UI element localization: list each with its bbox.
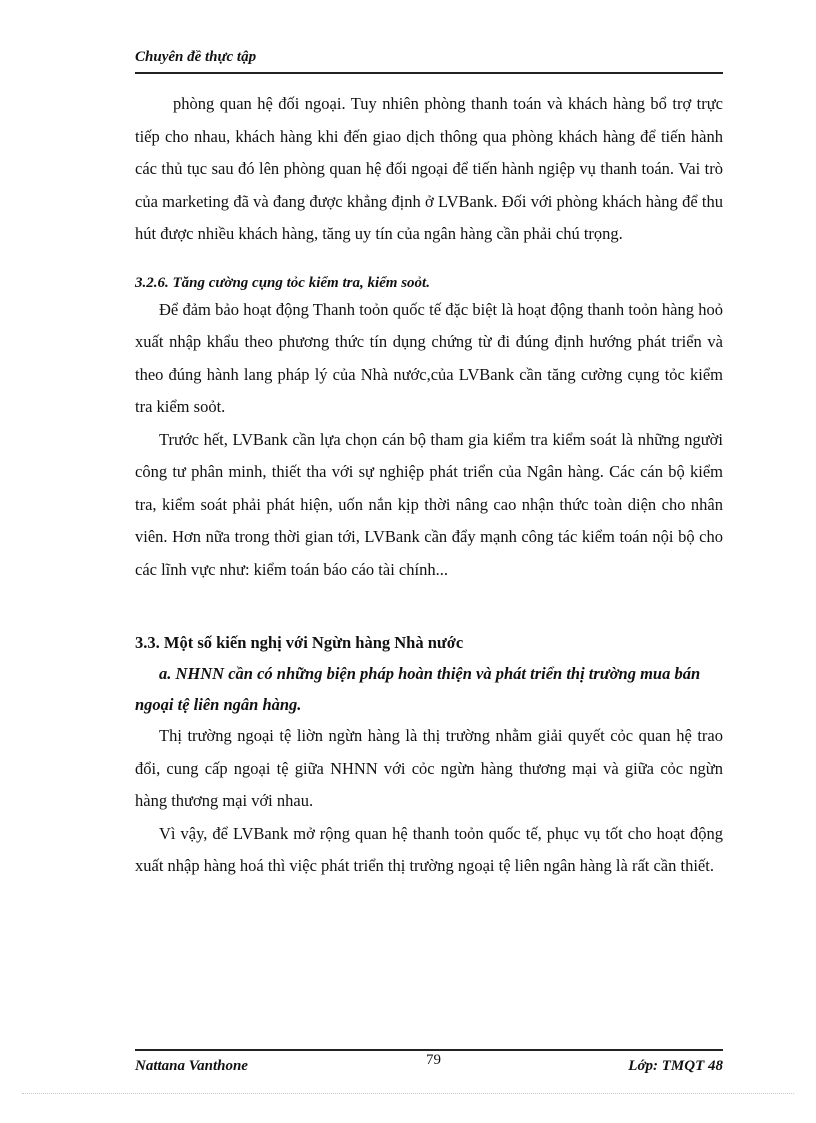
page-footer <box>135 1049 723 1081</box>
paragraph-2: Để đảm bảo hoạt động Thanh toỏn quốc tế đặc biệt là hoạt động thanh toỏn hàng hoỏ xuất nhập khẩu theo phương thức tín dụng chứng từ đi đúng định hướng phát triển và theo đúng hành lang pháp lý của Nhà nước,của LVBank cần tăng cường cụng tỏc kiểm tra kiểm soỏt. <box>135 299 723 416</box>
paragraph-3: Trước hết, LVBank cần lựa chọn cán bộ tham gia kiểm tra kiểm soát là những người công tư phân minh, thiết tha với sự nghiệp phát triển của Ngân hàng. Các cán bộ kiểm tra, kiểm soát phải phát hiện, uốn nắn kịp thời nâng cao nhận thức toàn diện cho nhân viên. Hơn nữa trong thời gian tới, LVBank cần đẩy mạnh công tác kiểm toán nội bộ cho các lĩnh vực như: kiểm toán báo cáo tài chính... <box>135 429 723 579</box>
paragraph-4: Thị trường ngoại tệ liờn ngừn hàng là thị trường nhằm giải quyết cỏc quan hệ trao đổi, cung cấp ngoại tệ giữa NHNN với cỏc ngừn hàng thương mại và giữa cỏc ngừn hàng thương mại với nhau. <box>135 726 723 810</box>
page-header <box>135 48 723 74</box>
section-3-2-6-heading: 3.2.6. Tăng cường cụng tỏc kiểm tra, kiểm soỏt. <box>135 274 430 291</box>
section-3-3-heading: 3.3. Một số kiến nghị với Ngừn hàng Nhà nước <box>135 633 464 652</box>
page-bottom-divider <box>22 1093 794 1094</box>
footer-class-label: Lớp: TMQT 48 <box>628 1058 723 1074</box>
page-content <box>135 88 723 883</box>
footer-author: Nattana Vanthone <box>135 1058 248 1074</box>
paragraph-5: Vì vậy, để LVBank mở rộng quan hệ thanh toỏn quốc tế, phục vụ tốt cho hoạt động xuất nhập hàng hoá thì việc phát triển thị trường ngoại tệ liên ngân hàng là rất cần thiết. <box>135 823 723 875</box>
page-number: 79 <box>426 1052 441 1068</box>
paragraph-1: phòng quan hệ đối ngoại. Tuy nhiên phòng thanh toán và khách hàng bổ trợ trực tiếp cho nhau, khách hàng khi đến giao dịch thông qua phòng khách hàng để tiến hành các thủ tục sau đó lên phòng quan hệ đối ngoại để tiến hành ngiệp vụ thanh toán. Vai trò của marketing đã và đang được khẳng định ở LVBank. Đối với phòng khách hàng để thu hút được nhiều khách hàng, tăng uy tín của ngân hàng cần phải chú trọng. <box>135 94 723 243</box>
header-title: Chuyên đề thực tập <box>135 49 257 65</box>
subsection-a-heading: a. NHNN cần có những biện pháp hoàn thiện và phát triển thị trường mua bán ngoại tệ liên ngân hàng. <box>135 664 701 714</box>
